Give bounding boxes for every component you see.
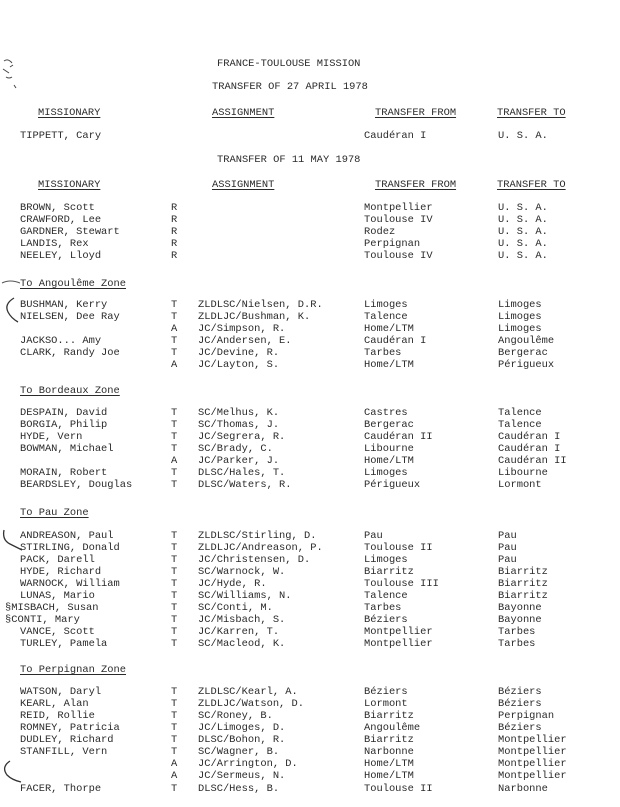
transfer-from: Limoges bbox=[364, 299, 408, 311]
transfer-to: Montpellier bbox=[498, 770, 567, 782]
transfer-to: Libourne bbox=[498, 467, 548, 479]
col-transfer-to: TRANSFER TO bbox=[497, 179, 566, 191]
transfer-to: Talence bbox=[498, 419, 542, 431]
status-code: T bbox=[171, 638, 178, 650]
transfer-to: Pau bbox=[498, 530, 517, 542]
status-code: R bbox=[171, 238, 178, 250]
transfer-from: Toulouse III bbox=[364, 578, 439, 590]
zone-heading-bordeaux: To Bordeaux Zone bbox=[20, 385, 120, 397]
transfer-to: Tarbes bbox=[498, 638, 536, 650]
status-code: T bbox=[171, 335, 178, 347]
status-code: R bbox=[171, 214, 178, 226]
transfer-from: Home/LTM bbox=[364, 323, 414, 335]
assignment: ZLDLSC/Nielsen, D.R. bbox=[198, 299, 323, 311]
missionary-name: WARNOCK, William bbox=[20, 578, 120, 590]
missionary-name: KEARL, Alan bbox=[20, 698, 89, 710]
missionary-name: §MISBACH, Susan bbox=[5, 602, 99, 614]
assignment: SC/Macleod, K. bbox=[198, 638, 286, 650]
transfer-from: Caudéran II bbox=[364, 431, 433, 443]
transfer-from: Toulouse IV bbox=[364, 214, 433, 226]
transfer-from: Montpellier bbox=[364, 626, 433, 638]
transfer-to: U. S. A. bbox=[498, 214, 548, 226]
assignment: JC/Misbach, S. bbox=[198, 614, 286, 626]
status-code: T bbox=[171, 710, 178, 722]
missionary-name: CLARK, Randy Joe bbox=[20, 347, 120, 359]
missionary-name: BROWN, Scott bbox=[20, 202, 95, 214]
table-row bbox=[0, 734, 620, 746]
transfer-from: Caudéran I bbox=[364, 335, 427, 347]
transfer-to: Pau bbox=[498, 554, 517, 566]
status-code: T bbox=[171, 578, 178, 590]
missionary-name: DESPAIN, David bbox=[20, 407, 108, 419]
col-missionary: MISSIONARY bbox=[38, 179, 101, 191]
transfer-from: Rodez bbox=[364, 226, 396, 238]
status-code: T bbox=[171, 746, 178, 758]
table-row bbox=[0, 758, 620, 770]
transfer-to: Montpellier bbox=[498, 758, 567, 770]
table-row bbox=[0, 407, 620, 419]
assignment: SC/Conti, M. bbox=[198, 602, 273, 614]
transfer-from: Castres bbox=[364, 407, 408, 419]
assignment: ZLDLJC/Bushman, K. bbox=[198, 311, 311, 323]
table-row bbox=[0, 710, 620, 722]
table-row bbox=[0, 431, 620, 443]
missionary-name: TIPPETT, Cary bbox=[20, 130, 102, 142]
transfer-from: Home/LTM bbox=[364, 359, 414, 371]
pen-scribble-mark bbox=[0, 55, 30, 95]
status-code: T bbox=[171, 530, 178, 542]
transfer-from: Toulouse IV bbox=[364, 250, 433, 262]
transfer-from: Talence bbox=[364, 311, 408, 323]
status-code: T bbox=[171, 443, 178, 455]
missionary-name: REID, Rollie bbox=[20, 710, 95, 722]
assignment: DLSC/Hess, B. bbox=[198, 783, 280, 795]
status-code: T bbox=[171, 431, 178, 443]
transfer-to: Biarritz bbox=[498, 578, 548, 590]
status-code: R bbox=[171, 202, 178, 214]
transfer-to: Tarbes bbox=[498, 626, 536, 638]
table-row bbox=[0, 214, 620, 226]
transfer-from: Montpellier bbox=[364, 202, 433, 214]
table-row bbox=[0, 686, 620, 698]
transfer-to: U. S. A. bbox=[498, 202, 548, 214]
mission-title: FRANCE-TOULOUSE MISSION bbox=[217, 58, 361, 70]
transfer-to: Perpignan bbox=[498, 710, 555, 722]
status-code: A bbox=[171, 770, 178, 782]
status-code: T bbox=[171, 479, 178, 491]
table-row bbox=[0, 299, 620, 311]
transfer-from: Montpellier bbox=[364, 638, 433, 650]
status-code: T bbox=[171, 407, 178, 419]
status-code: T bbox=[171, 311, 178, 323]
transfer-from: Home/LTM bbox=[364, 770, 414, 782]
table-row bbox=[0, 250, 620, 262]
transfer-may-heading: TRANSFER OF 11 MAY 1978 bbox=[217, 154, 361, 166]
table-row bbox=[0, 479, 620, 491]
transfer-to: Périgueux bbox=[498, 359, 555, 371]
transfer-from: Libourne bbox=[364, 443, 414, 455]
assignment: SC/Williams, N. bbox=[198, 590, 292, 602]
bracket-mark bbox=[0, 758, 26, 788]
transfer-to: U. S. A. bbox=[498, 130, 548, 142]
table-row bbox=[0, 467, 620, 479]
status-code: T bbox=[171, 783, 178, 795]
missionary-name: LUNAS, Mario bbox=[20, 590, 95, 602]
transfer-to: Lormont bbox=[498, 479, 542, 491]
transfer-to: Béziers bbox=[498, 698, 542, 710]
assignment: JC/Karren, T. bbox=[198, 626, 280, 638]
assignment: ZLDLJC/Watson, D. bbox=[198, 698, 305, 710]
missionary-name: CRAWFORD, Lee bbox=[20, 214, 102, 226]
assignment: SC/Wagner, B. bbox=[198, 746, 280, 758]
assignment: JC/Arrington, D. bbox=[198, 758, 298, 770]
table-row bbox=[0, 238, 620, 250]
missionary-name: §CONTI, Mary bbox=[5, 614, 80, 626]
transfer-to: Talence bbox=[498, 407, 542, 419]
table-row bbox=[0, 590, 620, 602]
missionary-name: ROMNEY, Patricia bbox=[20, 722, 120, 734]
transfer-from: Béziers bbox=[364, 686, 408, 698]
transfer-to: U. S. A. bbox=[498, 250, 548, 262]
status-code: T bbox=[171, 299, 178, 311]
transfer-to: Bayonne bbox=[498, 614, 542, 626]
transfer-from: Tarbes bbox=[364, 602, 402, 614]
status-code: T bbox=[171, 347, 178, 359]
table-row bbox=[0, 335, 620, 347]
transfer-from: Talence bbox=[364, 590, 408, 602]
status-code: T bbox=[171, 590, 178, 602]
transfer-from: Toulouse II bbox=[364, 542, 433, 554]
transfer-from: Toulouse II bbox=[364, 783, 433, 795]
status-code: A bbox=[171, 323, 178, 335]
assignment: JC/Sermeus, N. bbox=[198, 770, 286, 782]
pen-stroke-mark bbox=[0, 274, 30, 288]
missionary-name: JACKSO... Amy bbox=[20, 335, 102, 347]
transfer-to: Béziers bbox=[498, 722, 542, 734]
transfer-to: Caudéran I bbox=[498, 431, 561, 443]
bracket-mark bbox=[0, 527, 24, 555]
missionary-name: MORAIN, Robert bbox=[20, 467, 108, 479]
transfer-to: Limoges bbox=[498, 299, 542, 311]
assignment: JC/Segrera, R. bbox=[198, 431, 286, 443]
transfer-to: Biarritz bbox=[498, 566, 548, 578]
table-row bbox=[0, 626, 620, 638]
transfer-to: Limoges bbox=[498, 323, 542, 335]
table-row bbox=[0, 770, 620, 782]
table-row bbox=[0, 530, 620, 542]
transfer-from: Home/LTM bbox=[364, 455, 414, 467]
missionary-name: NEELEY, Lloyd bbox=[20, 250, 102, 262]
col-missionary: MISSIONARY bbox=[38, 107, 101, 119]
status-code: T bbox=[171, 602, 178, 614]
transfer-from: Périgueux bbox=[364, 479, 421, 491]
col-transfer-to: TRANSFER TO bbox=[497, 107, 566, 119]
table-row bbox=[0, 638, 620, 650]
status-code: T bbox=[171, 419, 178, 431]
assignment: SC/Roney, B. bbox=[198, 710, 273, 722]
transfer-to: Béziers bbox=[498, 686, 542, 698]
transfer-from: Bergerac bbox=[364, 419, 414, 431]
assignment: ZLDLJC/Andreason, P. bbox=[198, 542, 323, 554]
transfer-from: Caudéran I bbox=[364, 130, 427, 142]
col-assignment: ASSIGNMENT bbox=[212, 179, 275, 191]
assignment: JC/Parker, J. bbox=[198, 455, 280, 467]
transfer-to: Bergerac bbox=[498, 347, 548, 359]
table-row bbox=[0, 554, 620, 566]
missionary-name: HYDE, Vern bbox=[20, 431, 83, 443]
transfer-to: Montpellier bbox=[498, 746, 567, 758]
missionary-name: ANDREASON, Paul bbox=[20, 530, 114, 542]
table-row bbox=[0, 698, 620, 710]
status-code: T bbox=[171, 542, 178, 554]
table-row bbox=[0, 542, 620, 554]
assignment: DLSC/Bohon, R. bbox=[198, 734, 286, 746]
table-row bbox=[0, 311, 620, 323]
missionary-name: STANFILL, Vern bbox=[20, 746, 108, 758]
table-row bbox=[0, 419, 620, 431]
assignment: JC/Devine, R. bbox=[198, 347, 280, 359]
missionary-name: STIRLING, Donald bbox=[20, 542, 120, 554]
transfer-from: Perpignan bbox=[364, 238, 421, 250]
transfer-to: Bayonne bbox=[498, 602, 542, 614]
assignment: SC/Melhus, K. bbox=[198, 407, 280, 419]
transfer-to: Angoulême bbox=[498, 335, 555, 347]
status-code: T bbox=[171, 614, 178, 626]
missionary-name: VANCE, Scott bbox=[20, 626, 95, 638]
status-code: R bbox=[171, 250, 178, 262]
status-code: T bbox=[171, 722, 178, 734]
transfer-from: Limoges bbox=[364, 554, 408, 566]
status-code: T bbox=[171, 734, 178, 746]
col-transfer-from: TRANSFER FROM bbox=[375, 107, 457, 119]
transfer-from: Tarbes bbox=[364, 347, 402, 359]
transfer-to: Biarritz bbox=[498, 590, 548, 602]
assignment: SC/Warnock, W. bbox=[198, 566, 286, 578]
missionary-name: DUDLEY, Richard bbox=[20, 734, 114, 746]
status-code: R bbox=[171, 226, 178, 238]
missionary-name: BEARDSLEY, Douglas bbox=[20, 479, 133, 491]
status-code: T bbox=[171, 554, 178, 566]
transfer-from: Angoulême bbox=[364, 722, 421, 734]
table-row bbox=[0, 359, 620, 371]
status-code: T bbox=[171, 626, 178, 638]
transfer-from: Biarritz bbox=[364, 710, 414, 722]
assignment: JC/Layton, S. bbox=[198, 359, 280, 371]
assignment: ZLDLSC/Kearl, A. bbox=[198, 686, 298, 698]
status-code: A bbox=[171, 359, 178, 371]
zone-heading-angouleme: To Angoulême Zone bbox=[20, 278, 127, 290]
status-code: A bbox=[171, 455, 178, 467]
table-row bbox=[0, 226, 620, 238]
transfer-from: Lormont bbox=[364, 698, 408, 710]
transfer-from: Home/LTM bbox=[364, 758, 414, 770]
zone-heading-perpignan: To Perpignan Zone bbox=[20, 664, 127, 676]
transfer-to: Limoges bbox=[498, 311, 542, 323]
missionary-name: PACK, Darell bbox=[20, 554, 95, 566]
assignment: SC/Brady, C. bbox=[198, 443, 273, 455]
table-row bbox=[0, 614, 620, 626]
table-row bbox=[0, 566, 620, 578]
zone-heading-pau: To Pau Zone bbox=[20, 507, 89, 519]
missionary-name: BOWMAN, Michael bbox=[20, 443, 114, 455]
table-row bbox=[0, 722, 620, 734]
status-code: T bbox=[171, 467, 178, 479]
missionary-name: WATSON, Daryl bbox=[20, 686, 102, 698]
transfer-from: Biarritz bbox=[364, 566, 414, 578]
transfer-to: Narbonne bbox=[498, 783, 548, 795]
missionary-name: GARDNER, Stewart bbox=[20, 226, 120, 238]
missionary-name: BORGIA, Philip bbox=[20, 419, 108, 431]
status-code: A bbox=[171, 758, 178, 770]
transfer-from: Béziers bbox=[364, 614, 408, 626]
missionary-name: NIELSEN, Dee Ray bbox=[20, 311, 120, 323]
assignment: DLSC/Waters, R. bbox=[198, 479, 292, 491]
missionary-name: TURLEY, Pamela bbox=[20, 638, 108, 650]
transfer-april-heading: TRANSFER OF 27 APRIL 1978 bbox=[212, 81, 368, 93]
transfer-to: U. S. A. bbox=[498, 238, 548, 250]
transfer-from: Limoges bbox=[364, 467, 408, 479]
bracket-mark bbox=[0, 296, 24, 326]
assignment: JC/Simpson, R. bbox=[198, 323, 286, 335]
status-code: T bbox=[171, 566, 178, 578]
assignment: JC/Hyde, R. bbox=[198, 578, 267, 590]
table-row bbox=[0, 202, 620, 214]
col-transfer-from: TRANSFER FROM bbox=[375, 179, 457, 191]
table-row bbox=[0, 783, 620, 795]
missionary-name: HYDE, Richard bbox=[20, 566, 102, 578]
table-row bbox=[0, 455, 620, 467]
assignment: ZLDLSC/Stirling, D. bbox=[198, 530, 317, 542]
transfer-from: Narbonne bbox=[364, 746, 414, 758]
assignment: SC/Thomas, J. bbox=[198, 419, 280, 431]
missionary-name: LANDIS, Rex bbox=[20, 238, 89, 250]
table-row bbox=[0, 130, 620, 142]
table-row bbox=[0, 347, 620, 359]
transfer-to: Caudéran I bbox=[498, 443, 561, 455]
status-code: T bbox=[171, 686, 178, 698]
col-assignment: ASSIGNMENT bbox=[212, 107, 275, 119]
table-row bbox=[0, 578, 620, 590]
transfer-from: Biarritz bbox=[364, 734, 414, 746]
table-row bbox=[0, 746, 620, 758]
table-row bbox=[0, 602, 620, 614]
assignment: JC/Andersen, E. bbox=[198, 335, 292, 347]
transfer-to: Pau bbox=[498, 542, 517, 554]
assignment: JC/Christensen, D. bbox=[198, 554, 311, 566]
table-row bbox=[0, 443, 620, 455]
transfer-to: Caudéran II bbox=[498, 455, 567, 467]
transfer-from: Pau bbox=[364, 530, 383, 542]
missionary-name: FACER, Thorpe bbox=[20, 783, 102, 795]
transfer-to: Montpellier bbox=[498, 734, 567, 746]
assignment: DLSC/Hales, T. bbox=[198, 467, 286, 479]
table-row bbox=[0, 323, 620, 335]
status-code: T bbox=[171, 698, 178, 710]
transfer-to: U. S. A. bbox=[498, 226, 548, 238]
missionary-name: BUSHMAN, Kerry bbox=[20, 299, 108, 311]
assignment: JC/Limoges, D. bbox=[198, 722, 286, 734]
